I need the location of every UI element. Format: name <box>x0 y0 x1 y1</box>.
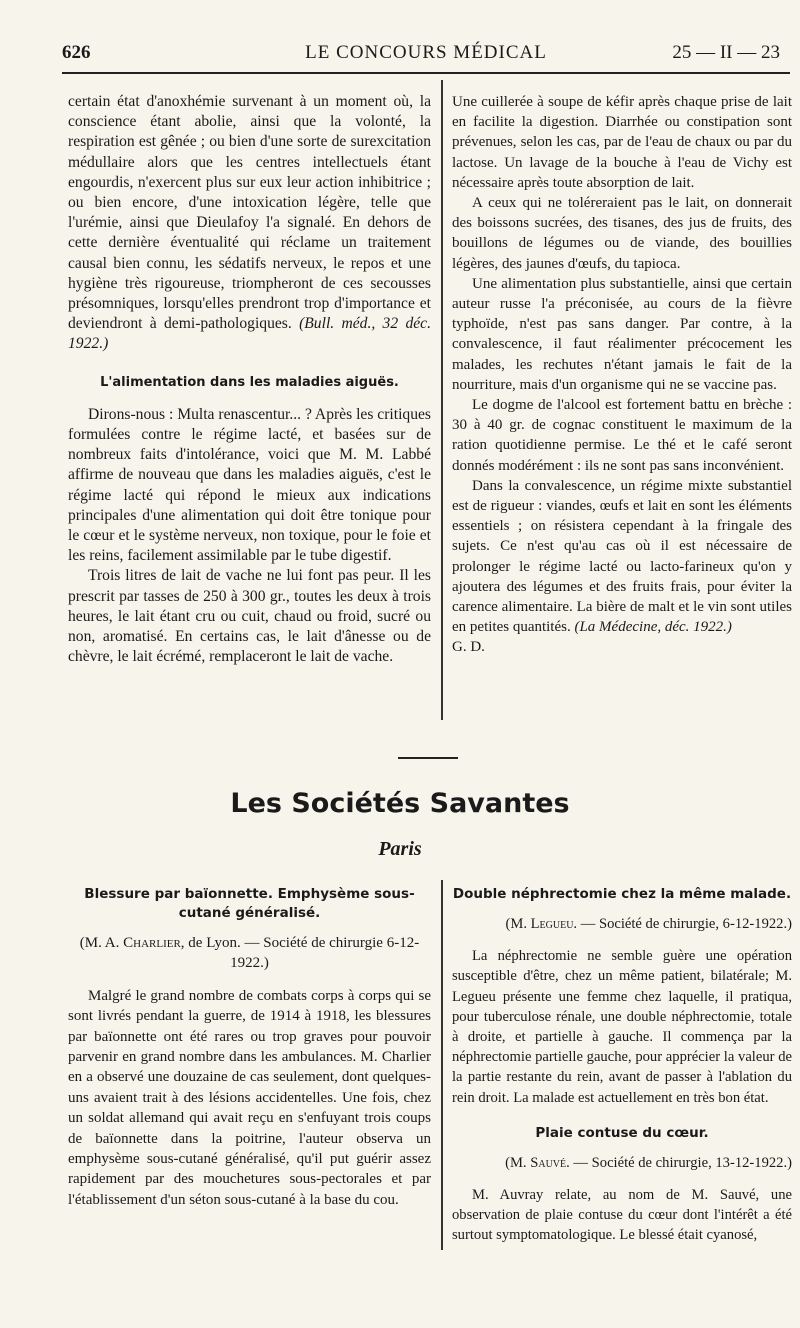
citation-author: (M. Legueu. <box>505 916 578 932</box>
paragraph: Une alimentation plus substantielle, ainsi que certain auteur russe l'a préconisée, au cours de la fièvre typhoïde, n'est pas sans danger. Par contre, à la convalescence, il faut réalimenter précocement les malades, les rechutes n'étant jamais le fait de la nourriture, mais d'un organisme qui ne se vaccine pas. <box>452 275 792 393</box>
top-right-column <box>452 92 792 658</box>
reference: (La Médecine, déc. 1922.) <box>574 619 732 636</box>
section-city: Paris <box>378 838 422 860</box>
paragraph: Trois litres de lait de vache ne lui font pas peur. Il les prescrit par tasses de 250 à 300 gr., toutes les deux à trois heures, le lait étant cru ou cuit, chaud ou froid, sucré ou non, aromatisé. En certains cas, le lait d'ânesse ou de chèvre, le lait écrémé, remplaceront le lait de vache. <box>68 567 431 666</box>
page-number: 626 <box>62 42 91 63</box>
paragraph: La néphrectomie ne semble guère une opération susceptible d'être, chez un même patient, bilatérale; M. Legueu présente une femme chez laquelle, il pratiqua, pour tuberculose rénale, une double néphrectomie, totale à droite, et partielle à gauche. Il commença par la néphrectomie partielle gauche, pour apprécier la valeur de la partie restante du rein, avant de passer à l'ablation du rein droit. La malade est actuellement en très bon état. <box>452 948 792 1106</box>
paragraph: M. Auvray relate, au nom de M. Sauvé, une observation de plaie contuse du cœur dont l'intérêt a été surtout symptomatologique. Le blessé était cyanosé, <box>452 1187 792 1244</box>
paragraph: Le dogme de l'alcool est fortement battu en brèche : 30 à 40 gr. de cognac constituent le maximum de la ration quotidienne permise. Le thé et le café seront donnés modérément : ils ne sont pas sans inconvénient. <box>452 397 792 474</box>
paragraph-text: Dans la convalescence, un régime mixte substantiel est de rigueur : viandes, œufs et lait en sont les éléments essentiels ; on résistera cependant à la fringale des sujets. Ce n'est qu'au cas où il est nécessaire de prolonger le régime lacté ou lacto-farineux qu'on y ajoutera des légumes et des fruits frais, pour éviter la carence alimentaire. La bière de malt et le vin sont utiles en petites quantités. <box>452 477 792 636</box>
paragraph <box>68 92 431 355</box>
paragraph <box>452 476 792 638</box>
signature: G. D. <box>452 639 485 656</box>
section-title: Les Sociétés Savantes <box>230 788 570 819</box>
article-title: Plaie contuse du cœur. <box>535 1124 709 1141</box>
paragraph: Une cuillerée à soupe de kéfir après chaque prise de lait en facilite la digestion. Diarrhée ou constipation sont prévenues, selon les cas, par de l'eau de chaux ou par du lactose. Un lavage de la bouche à l'eau de Vichy est nécessaire après toute absorption de lait. <box>452 94 792 191</box>
journal-title: LE CONCOURS MÉDICAL <box>305 42 547 63</box>
article-title: Double néphrectomie chez la même malade. <box>452 886 792 902</box>
header-rule <box>62 72 790 74</box>
bottom-right-column <box>452 885 792 1246</box>
bottom-left-column <box>68 885 431 1210</box>
paragraph: A ceux qui ne toléreraient pas le lait, on donnerait des boissons sucrées, des tisanes, des jus de fruits, des bouillons de légumes ou de viande, des bouillies légères, des jaunes d'œufs, du tapioca. <box>452 195 792 272</box>
article-citation <box>68 933 431 974</box>
citation-author: (M. A. Charlier, <box>79 935 185 951</box>
citation-source: — Société de chirurgie, 6-12-1922.) <box>577 916 792 932</box>
column-separator <box>441 880 443 1250</box>
article-citation <box>452 914 792 934</box>
issue-date: 25 — II — 23 <box>672 42 780 63</box>
paragraph: Malgré le grand nombre de combats corps à corps qui se sont livrés pendant la guerre, de 1914 à 1918, les blessures par baïonnette ont été rares ou trop graves pour pouvoir parvenir en grand nombre dans les ambulances. M. Charlier en a observé une douzaine de cas seulement, dont quelques-uns avaient trait à des lésions accidentelles. Une fois, chez un soldat allemand qui avait reçu en s'enfuyant trois coups de baïonnette dans la poitrine, l'auteur observa un emphysème sous-cutané généralisé, qu'il put guérir assez rapidement par des mouchetures sous-pectorales et par l'établissement d'un séton sous-cutané à la base du cou. <box>68 987 431 1208</box>
article-subheading: L'alimentation dans les maladies aiguës. <box>100 374 399 390</box>
page-header <box>62 42 790 72</box>
section-divider <box>398 757 458 759</box>
citation-author: (M. Sauvé. <box>505 1154 570 1171</box>
citation-source: — Société de chirurgie, 13-12-1922.) <box>569 1154 792 1171</box>
article-title: Blessure par baïonnette. Emphysème sous-cutané généralisé. <box>84 886 415 921</box>
top-left-column <box>68 92 431 667</box>
article-citation <box>452 1153 792 1173</box>
reference: (Bull. méd., 32 déc. 1922.) <box>68 315 431 353</box>
citation-source: de Lyon. — Société de chirurgie 6-12-1922.) <box>184 935 420 972</box>
paragraph: Dirons-nous : Multa renascentur... ? Après les critiques formulées contre le régime lacté, et basées sur de nombreux faits d'intolérance, voici que M. M. Labbé affirme de nouveau que dans les maladies aiguës, c'est le régime lacté qui répond le mieux aux indications principales d'une alimentation qui doit être tonique pour le cœur et le système nerveux, non toxique, pour le foie et les reins, facilement assimilable par le tube digestif. <box>68 405 431 565</box>
paragraph-text: certain état d'anoxhémie survenant à un moment où, la conscience étant abolie, ainsi que la volonté, la respiration est gênée ; ou bien d'une sorte de surexcitation médullaire alors que les centres intellectuels étant engourdis, n'exercent plus sur eux leur action inhibitrice ; ou bien encore, d'une intoxication légère, telle que l'urémie, ainsi que Dieulafoy l'a signalé. En dehors de cette dernière éventualité qui réclame un traitement causal bien connu, les sédatifs nerveux, le repos et une hygiène très rigoureuse, triompheront de ces secousses présomniques, lorsqu'elles prendront trop d'importance et deviendront à demi-pathologiques. <box>68 93 431 333</box>
column-separator <box>441 80 443 720</box>
